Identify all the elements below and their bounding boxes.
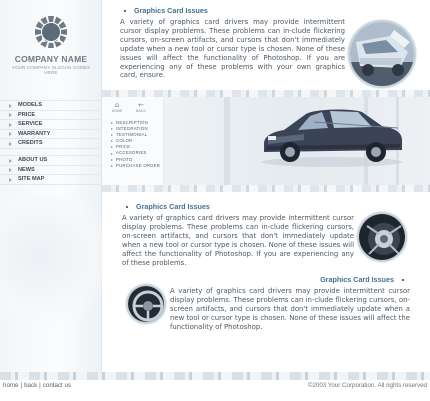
article-two-paragraph: A variety of graphics card drivers may provide intermittent cursor display problems. These problems can in-clude flickering cursors, on-screen artifacts, and cursors that don't immediately update when a new tool or cursor type is chosen. None of these issues will affect the functionality of Photoshop. bbox=[170, 287, 410, 331]
back-arrow-icon: ← bbox=[138, 101, 144, 109]
feature-link-testimonial[interactable]: TESTIMONIAL bbox=[110, 132, 160, 138]
feature-link-integration[interactable]: INTEGRATION bbox=[110, 126, 160, 132]
company-slogan: YOUR COMPANY SLOGAN COMES HERE bbox=[11, 65, 91, 75]
panel-stripe bbox=[224, 97, 230, 185]
feature-links bbox=[110, 120, 160, 169]
feature-link-photo[interactable]: PHOTO bbox=[110, 157, 160, 163]
home-quick-link[interactable] bbox=[110, 101, 124, 113]
feature-link-purchase-order[interactable]: PURCHASE ORDER bbox=[110, 163, 160, 169]
intro-heading bbox=[120, 6, 345, 15]
logo-ring-icon bbox=[27, 14, 75, 50]
secondary-nav bbox=[0, 155, 102, 185]
left-column-decoration bbox=[0, 196, 102, 346]
home-icon: ⌂ bbox=[114, 101, 120, 109]
nav-item-service[interactable]: SERVICE bbox=[0, 120, 102, 130]
footer-link-contact-us[interactable]: contact us bbox=[42, 382, 71, 389]
nav-item-credits[interactable]: CREDITS bbox=[0, 139, 102, 149]
article-two bbox=[170, 275, 410, 332]
divider-band-bottom bbox=[102, 185, 430, 192]
feature-link-price[interactable]: PRICE bbox=[110, 144, 160, 150]
footer-link-back[interactable]: back bbox=[24, 382, 38, 389]
copyright-notice: ©2003 Your Corporation. All rights reserved bbox=[307, 382, 427, 389]
company-logo[interactable] bbox=[8, 14, 94, 75]
featured-car-image bbox=[258, 100, 406, 170]
divider-band-top bbox=[102, 90, 430, 97]
nav-item-warranty[interactable]: WARRANTY bbox=[0, 130, 102, 140]
nav-item-models[interactable]: MODELS bbox=[0, 101, 102, 111]
article-one-paragraph: A variety of graphics card drivers may provide intermittent cursor display problems. These problems can in-clude flickering cursors, on-screen artifacts, and cursors that don't immediately update when a new tool or cursor type is chosen. None of these issues will affect the functionality of Photoshop. If you are experiencing any of these problems. bbox=[122, 214, 354, 267]
footer-separator: | bbox=[20, 382, 23, 389]
nav-item-price[interactable]: PRICE bbox=[0, 111, 102, 121]
article-one-title: Graphics Card Issues bbox=[136, 202, 210, 211]
article-two-title: Graphics Card Issues bbox=[320, 275, 394, 284]
feature-link-description[interactable]: DESCRIPTION bbox=[110, 120, 160, 126]
article-two-photo-circle bbox=[126, 284, 166, 324]
primary-nav bbox=[0, 100, 102, 149]
footer-link-home[interactable]: home bbox=[3, 382, 19, 389]
nav-item-news[interactable]: NEWS bbox=[0, 166, 102, 176]
intro-section bbox=[120, 6, 345, 80]
footer-links bbox=[3, 382, 71, 389]
quick-icons bbox=[110, 101, 148, 113]
bullet-icon bbox=[124, 10, 126, 12]
article-one-heading bbox=[122, 202, 354, 211]
nav-item-site-map[interactable]: SITE MAP bbox=[0, 175, 102, 185]
intro-paragraph: A variety of graphics card drivers may provide intermittent cursor display problems. These problems can in-clude flickering cursors, on-screen artifacts, and cursors that don't immediately update when a new tool or cursor type is chosen. None of these issues will affect the functionality of Photoshop. If you are experiencing any of these problems with your own graphics card, ensure. bbox=[120, 18, 345, 80]
footer bbox=[0, 380, 430, 401]
feature-link-color[interactable]: COLOR bbox=[110, 138, 160, 144]
article-two-heading bbox=[170, 275, 410, 284]
intro-title: Graphics Card Issues bbox=[134, 6, 208, 15]
article-one bbox=[122, 202, 354, 267]
bullet-icon bbox=[402, 279, 404, 281]
footer-band bbox=[0, 372, 430, 380]
feature-link-accesories[interactable]: ACCESORIES bbox=[110, 150, 160, 156]
footer-separator: | bbox=[39, 382, 41, 389]
home-quick-label: HOME bbox=[111, 109, 123, 113]
back-quick-link[interactable] bbox=[134, 101, 148, 113]
header-photo-circle bbox=[348, 20, 416, 88]
nav-item-about-us[interactable]: ABOUT US bbox=[0, 156, 102, 166]
bullet-icon bbox=[126, 206, 128, 208]
article-one-photo-circle bbox=[357, 212, 407, 262]
company-name: COMPANY NAME bbox=[14, 54, 88, 64]
back-quick-label: BACK bbox=[136, 109, 146, 113]
